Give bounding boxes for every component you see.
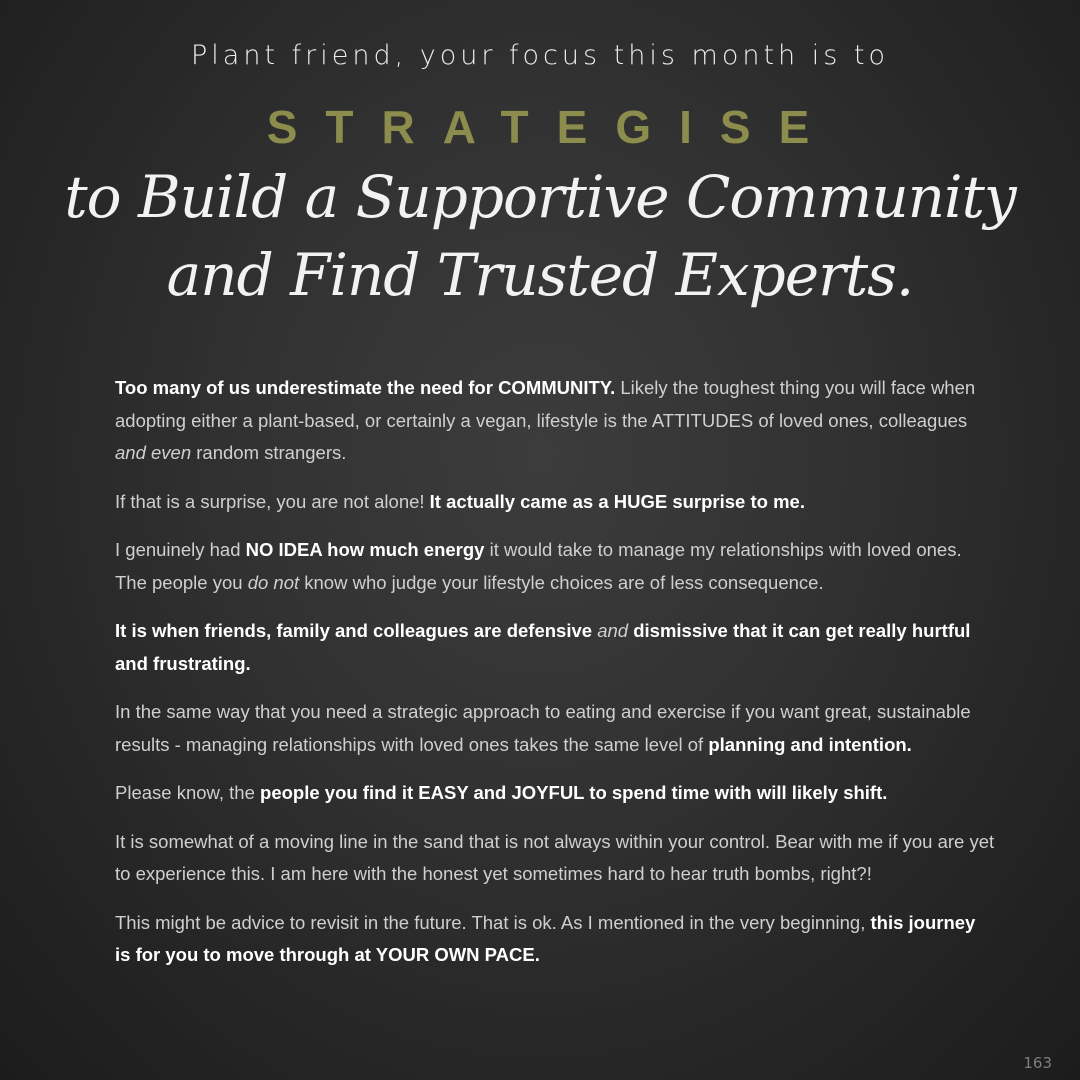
paragraph-3	[115, 534, 995, 599]
text-run: know who judge your lifestyle choices are of less consequence.	[299, 571, 824, 593]
paragraph-4	[115, 615, 995, 680]
script-title-line-1: to Build a Supportive Community	[64, 163, 1016, 231]
script-title	[0, 158, 1080, 314]
text-run: I genuinely had	[115, 539, 246, 560]
script-title-line-2: and Find Trusted Experts.	[166, 241, 914, 309]
text-run: It actually came as a HUGE surprise to me.	[429, 490, 805, 512]
text-run: people you find it EASY and JOYFUL to spend time with will likely shift.	[260, 782, 888, 803]
text-run: Please know, the	[115, 782, 261, 803]
paragraph-6	[115, 777, 995, 810]
text-run: It is somewhat of a moving line in the sand that is not always within your control. Bear with me if you are yet to experience this. I am here with the honest yet sometimes hard to hear truth bombs, right?!	[115, 830, 995, 884]
text-run: do not	[247, 571, 300, 593]
text-run: it would take to manage my relationships with loved ones. The people you	[115, 539, 962, 593]
text-run: this journey is for you to move through at YOUR OWN PACE.	[115, 911, 976, 965]
text-run: Likely the toughest thing you will face when adopting either a plant-based, or certainly a vegan, lifestyle is the ATTITUDES of loved ones, colleagues	[115, 377, 976, 431]
paragraph-5	[115, 696, 995, 761]
paragraph-8	[115, 907, 995, 972]
headline: STRATEGISE	[266, 101, 838, 153]
text-run: If that is a surprise, you are not alone!	[115, 490, 430, 512]
text-run: and	[597, 620, 629, 641]
text-run: In the same way that you need a strategic approach to eating and exercise if you want great, sustainable results - managing relationships with loved ones takes the same level of	[115, 701, 971, 755]
text-run: random strangers.	[191, 442, 347, 463]
text-run: This might be advice to revisit in the future. That is ok. As I mentioned in the very beginning,	[115, 911, 871, 933]
text-run: dismissive that it can get really hurtful and frustrating.	[115, 620, 971, 674]
text-run: NO IDEA how much energy	[245, 539, 485, 560]
text-run: and even	[115, 442, 192, 463]
paragraph-1	[115, 372, 995, 470]
text-run: Too many of us underestimate the need for COMMUNITY.	[115, 377, 616, 398]
body-text	[115, 372, 995, 988]
text-run: It is when friends, family and colleagues are defensive	[115, 620, 598, 641]
paragraph-7	[115, 826, 995, 891]
kicker-text: Plant friend, your focus this month is to	[191, 40, 889, 71]
text-run: planning and intention.	[708, 733, 912, 755]
page-number: 163	[1023, 1054, 1052, 1072]
paragraph-2	[115, 486, 995, 519]
